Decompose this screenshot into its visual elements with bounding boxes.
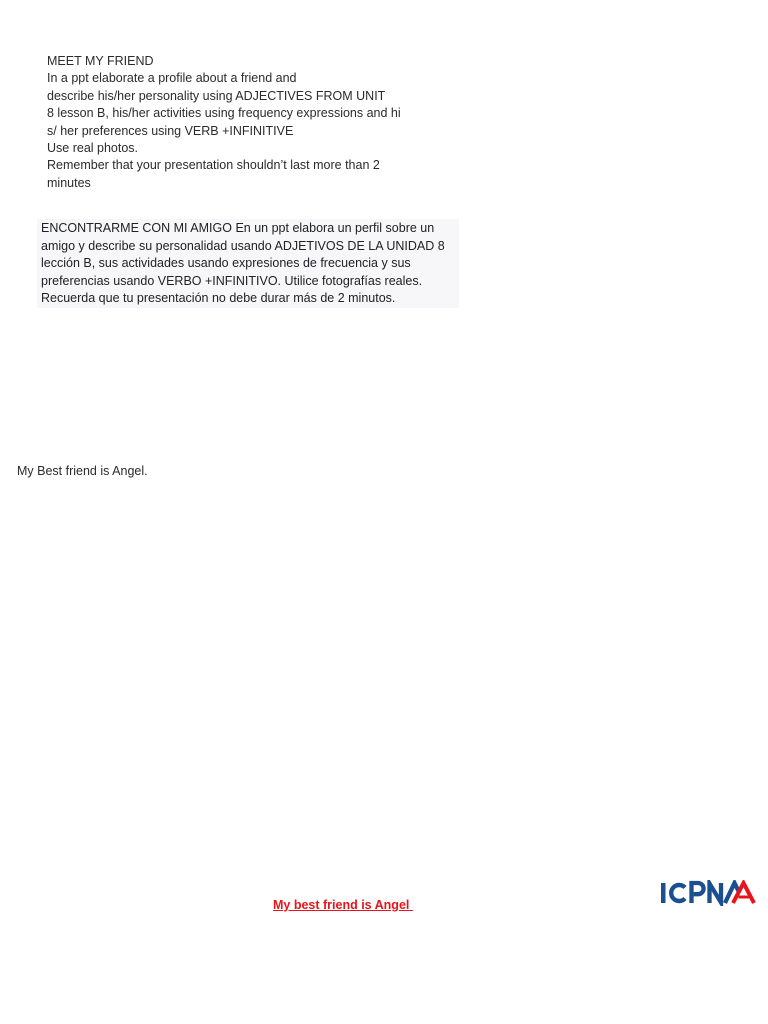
english-instructions <box>47 53 447 192</box>
logo-letter-n <box>710 883 722 903</box>
instruction-line: Use real photos. <box>47 141 139 156</box>
logo-letter-i <box>661 883 666 903</box>
instruction-line: In a ppt elaborate a profile about a friend and <box>47 71 297 86</box>
spanish-instruction-line: ENCONTRARME CON MI AMIGO En un ppt elabora un perfil sobre un <box>41 221 435 235</box>
instruction-line: describe his/her personality using ADJECTIVES FROM UNIT <box>47 88 386 103</box>
spanish-instruction-line: Recuerda que tu presentación no debe durar más de 2 minutos. <box>41 291 396 306</box>
best-friend-text: My Best friend is Angel. <box>17 464 148 478</box>
spanish-instruction-line: preferencias usando VERBO +INFINITIVO. Utilice fotografías reales. <box>41 273 423 288</box>
instruction-line: Remember that your presentation shouldn’t last more than 2 <box>47 158 380 173</box>
instruction-line-title: MEET MY FRIEND <box>47 54 154 68</box>
logo-letter-p <box>692 883 704 903</box>
spanish-instructions <box>37 219 459 308</box>
spanish-instruction-line: amigo y describe su personalidad usando ADJETIVOS DE LA UNIDAD 8 <box>41 238 445 253</box>
instruction-line: s/ her preferences using VERB +INFINITIVE <box>47 123 294 138</box>
instruction-line: 8 lesson B, his/her activities using frequency expressions and hi <box>47 106 401 121</box>
spanish-instruction-line: lección B, sus actividades usando expresiones de frecuencia y sus <box>41 256 411 271</box>
icpna-logo-mark <box>660 880 758 906</box>
icpna-logo <box>660 880 758 906</box>
logo-letter-c <box>671 885 685 901</box>
instruction-line: minutes <box>47 175 91 190</box>
red-underlined-title: My best friend is Angel <box>273 898 413 912</box>
